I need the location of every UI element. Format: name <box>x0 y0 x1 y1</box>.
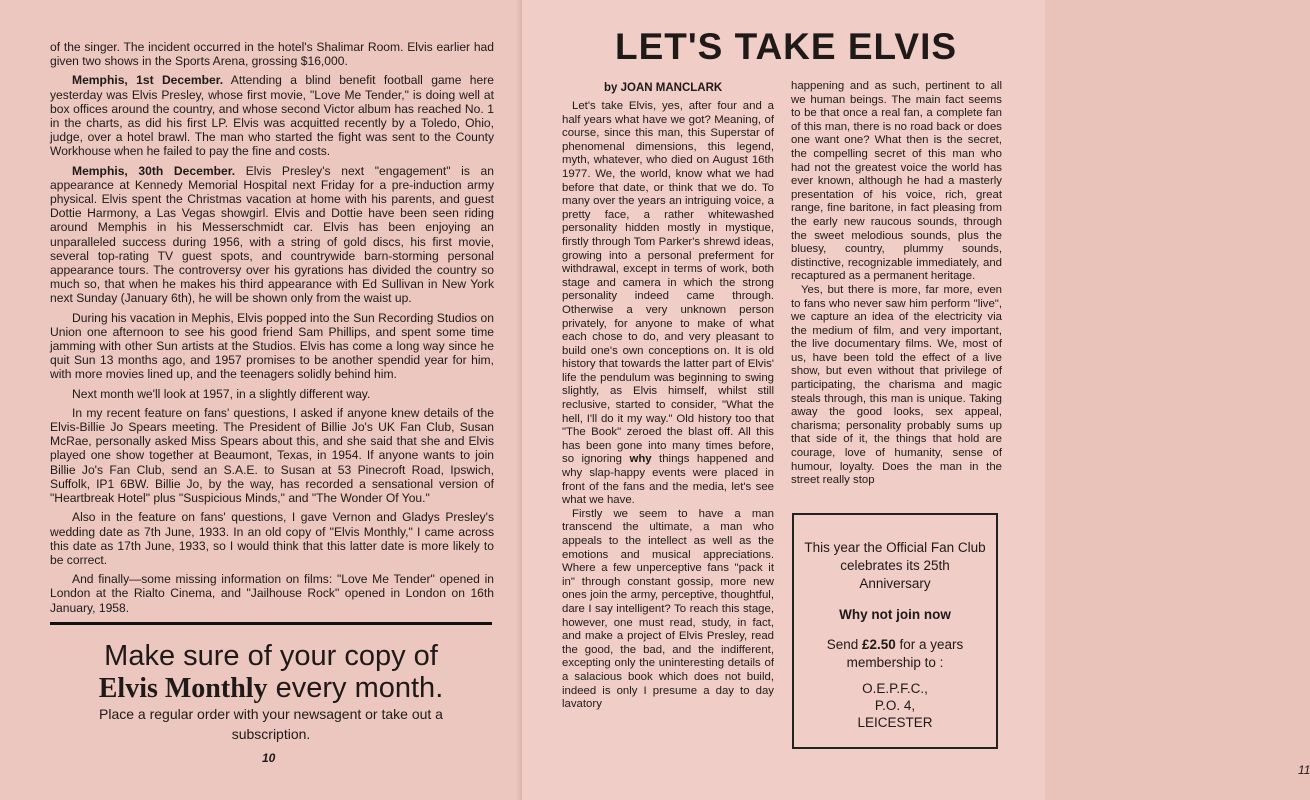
join-heading: Why not join now <box>839 607 951 622</box>
paragraph: of the singer. The incident occurred in the hotel's Shalimar Room. Elvis earlier had given two shows in the Sports Arena, grossing $16,000. <box>50 40 494 69</box>
paragraph: Firstly we seem to have a man transcend the ultimate, a man who appeals to the intellect as well as the emotions and musical appreciations. Where a few unperceptive fans "pack it in" through constant gossip, more new ones join the army, perceptive, thoughtful, dare I say intelligent? To reach this stage, however, one must read, study, in fact, and make a project of Elvis Presley, read the good, the bad, and the indifferent, excepting only the uninteresting details of a salacious book which does not build, indeed is only I presume a day to day lavatory <box>562 507 774 711</box>
article-title: LET'S TAKE ELVIS <box>614 26 958 67</box>
page-number: 10 <box>262 751 276 765</box>
article-column-1 <box>562 100 774 712</box>
dateline: Memphis, 1st December. <box>72 73 224 88</box>
paragraph: Next month we'll look at 1957, in a slightly different way. <box>72 386 371 401</box>
left-article-text <box>50 40 494 620</box>
paragraph: And finally—some missing information on films: "Love Me Tender" opened in London at the Rialto Cinema, and "Jailhouse Rock" opened in London on 16th January, 1958. <box>50 572 494 615</box>
paragraph: During his vacation in Mephis, Elvis popped into the Sun Recording Studios on Union one afternoon to see his good friend Sam Phillips, and spent some time jamming with other Sun artists at the Studios. Elvis has come a long way since he quit Sun 13 months ago, and 1957 promises to be another spendid year for him, with more movies lined up, and the teenagers solidly behind him. <box>50 310 494 382</box>
paragraph: In my recent feature on fans' questions, I asked if anyone knew details of the Elvis-Billie Jo Spears meeting. The President of Billie Jo's UK Fan Club, Susan McRae, personally asked Miss Spears about this, and she said that she and Elvis played one show together at Beaumont, Texas, in 1954. If anyone wants to join Billie Jo's Fan Club, send an S.A.E. to Susan at 53 Pinecroft Road, Ipswich, Suffolk, IP1 6BW. Billie Jo, by the way, has recorded a sensational version of "Heartbreak Hotel" plus "Suspicious Minds," and "The Wonder Of You." <box>50 405 494 506</box>
left-page <box>0 0 522 800</box>
subscription-ad-headline: Make sure of your copy of Elvis Monthly every month. <box>98 640 444 704</box>
price: £2.50 <box>861 637 896 652</box>
fan-club-box <box>792 513 998 749</box>
divider <box>50 622 492 625</box>
paragraph: Memphis, 1st December. Attending a blind benefit football game here yesterday was Elvis Presley, whose first movie, "Love Me Tender," is doing well at box offices around the country, and whose second Victor album has reached No. 1 in the charts, as did his first LP. Elvis was acquitted recently by a Toledo, Ohio, judge, over a hotel brawl. The man who started the fight was sent to the County Workhouse when he failed to pay the fine and costs. <box>50 73 495 159</box>
address: O.E.P.F.C., P.O. 4, LEICESTER <box>857 681 933 730</box>
membership-text: Send £2.50 for a years membership to : <box>826 637 964 670</box>
byline: by JOAN MANCLARK <box>604 82 723 94</box>
paragraph: Memphis, 30th December. Elvis Presley's next "engagement" is an appearance at Kennedy Memorial Hospital next Friday for a pre-induction army physical. Elvis spent the Christmas vacation at home with his parents, and guest Dottie Harmony, a Las Vegas showgirl. Elvis and Dottie have been seen riding around Memphis in his Messerschmidt car. Elvis has been enjoying an unparalleled success during 1956, with a string of gold discs, his first movie, several top-rating TV guest spots, and countrywide barn-storming personal appearance tours. The controversy over his gyrations has divided the country so much so, that when he makes his third appearance with Ed Sullivan in New York next Sunday (January 6th), he will be shown only from the waist up. <box>50 163 494 306</box>
article-column-2 <box>791 80 1002 488</box>
paragraph: happening and as such, pertinent to all we human beings. The main fact seems to be that once a real fan, a complete fan of this man, there is no road back or does one want one? What then is the secret, the compelling secret of this man who had not the greatest voice the world has ever known, although he had a masterly presentation of his voice, rich, great range, fine baritone, in fact pleasing from the early new raucous sounds, through the sweet melodious sounds, plus the bluesy, country, plummy sounds, distinctive, recognizable immediately, and recaptured as a permanent heritage. <box>791 80 1002 283</box>
subscription-ad-text: Place a regular order with your newsagent or take out a subscription. <box>99 706 443 742</box>
anniversary-text: This year the Official Fan Club celebrates its 25th Anniversary <box>804 540 986 591</box>
paragraph: Yes, but there is more, far more, even to fans who never saw him perform "live", we capture an idea of the electricity via the medium of film, and very important, the live documentary films. We, most of us, have been told the effect of a live show, but even without that privilege of participating, the charisma and magic steals through, this man is unique. Taking away the good looks, sex appeal, charisma; personality probably sums up that side of it, the things that hold are courage, love of humanity, sense of humour, loyalty. Does the man in the street really stop <box>791 283 1002 487</box>
dateline: Memphis, 30th December. <box>72 163 236 178</box>
magazine-name: Elvis Monthly <box>98 673 268 704</box>
page-number: 11 <box>1298 763 1310 777</box>
right-page <box>522 0 1310 800</box>
paragraph: Let's take Elvis, yes, after four and a half years what have we got? Meaning, of course, since this man, this Superstar of phenomenal dimensions, this legend, myth, whatever, who died on August 16th 1977. We, the world, know what we had before that date, or think that we do. To many over the years an intriguing voice, a pretty face, a rather whitewashed personality hidden mostly in mystique, firstly through Tom Parker's shrewd ideas, growing into a personal preferment for withdrawal, except in terms of work, both stage and camera in which the strong personality indeed came through. Otherwise a very unknown person privately, for anyone to make of what each chose to do, and very pleasant to build one's own conceptions on. It is old history that towards the latter part of Elvis' life the pendulum was beginning to swing slightly, as Elvis himself, whilst still reclusive, started to consider, "What the hell, I'll do it my way." Old history too that "The Book" zeroed the blast off. All this has been gone into many times before, so ignoring why things happened and why slap-happy events were placed in front of the fans and the media, let's see what we have. <box>562 100 775 507</box>
paragraph: Also in the feature on fans' questions, I gave Vernon and Gladys Presley's wedding date as 7th June, 1933. In an old copy of "Elvis Monthly," I came across this date as 17th June, 1933, so I would think that this latter date is more likely to be correct. <box>50 510 494 567</box>
